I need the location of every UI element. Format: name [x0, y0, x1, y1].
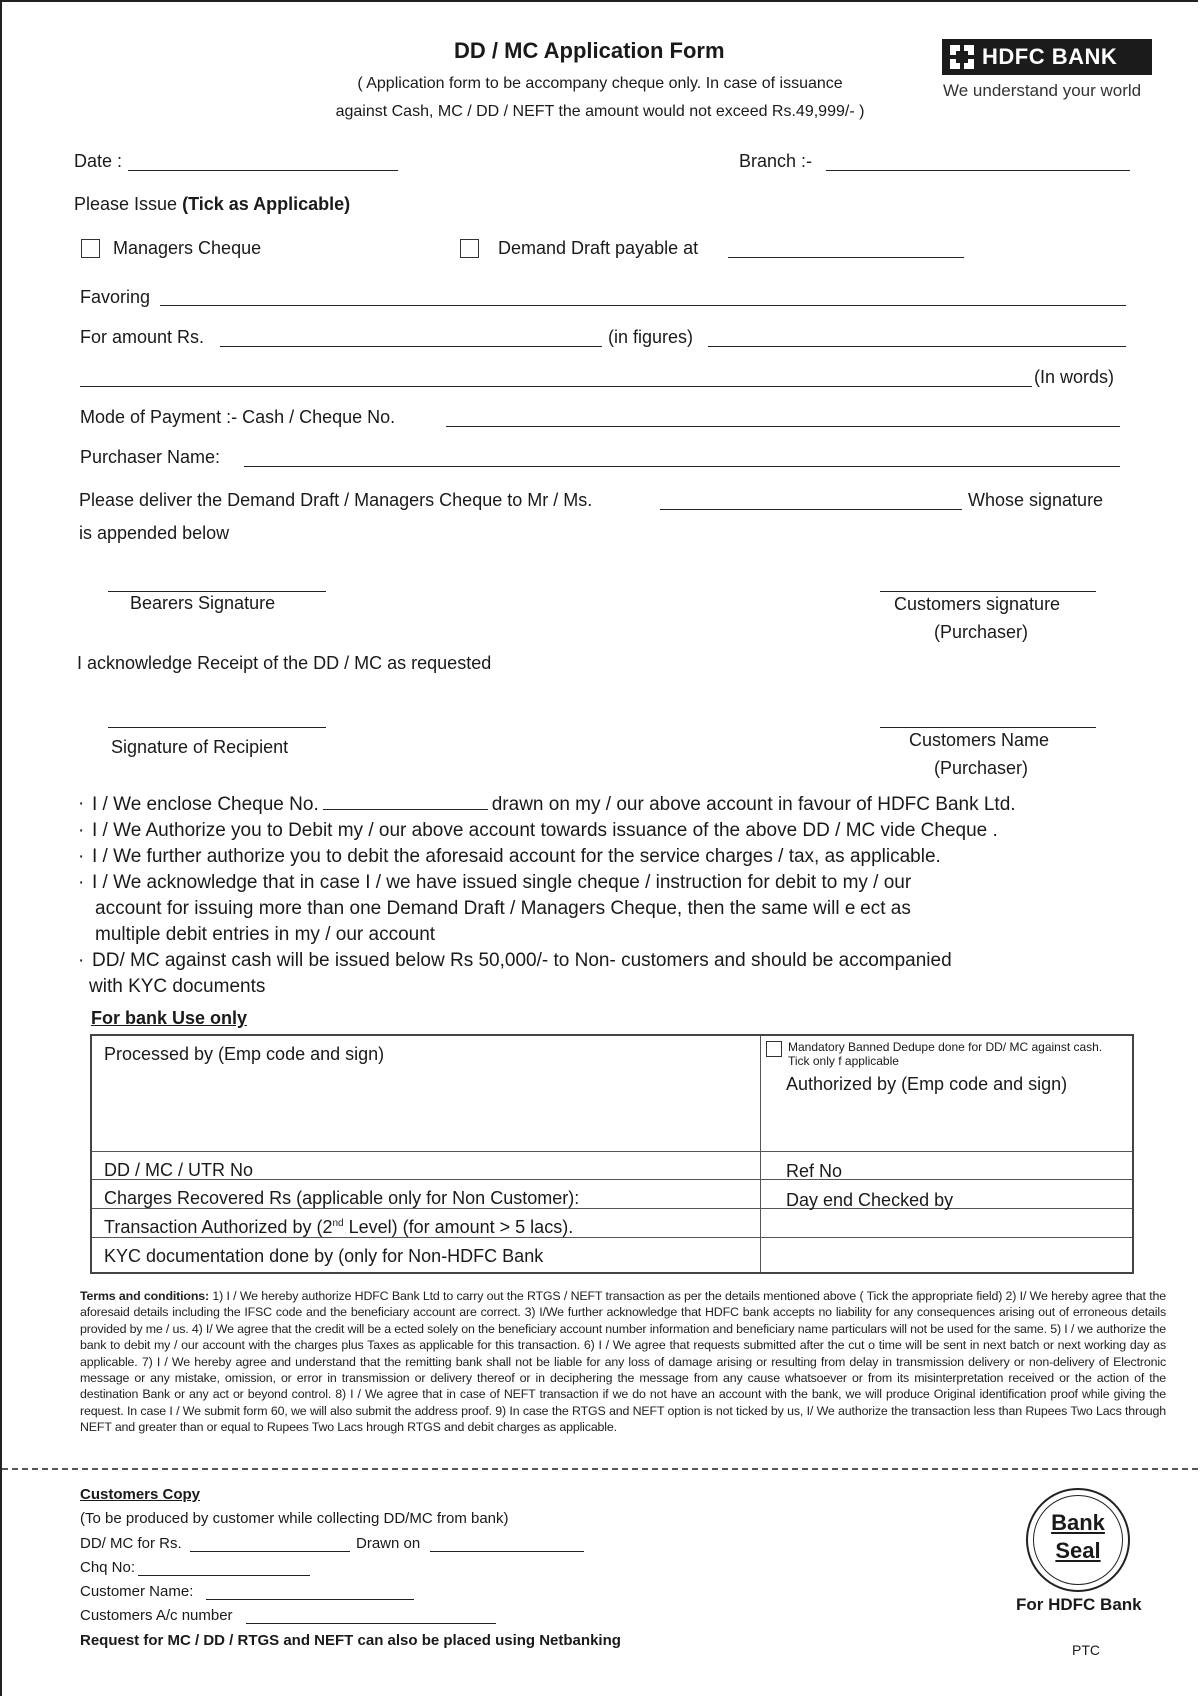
- customers-copy-heading: Customers Copy: [80, 1486, 201, 1503]
- customers-copy-note: (To be produced by customer while collecting DD/MC from bank): [80, 1510, 509, 1527]
- amount-figures-field[interactable]: [708, 346, 1126, 347]
- table-rule: [92, 1151, 1132, 1152]
- dd-mc-utr-cell[interactable]: DD / MC / UTR No: [104, 1160, 254, 1180]
- form-title: DD / MC Application Form: [454, 38, 725, 63]
- dd-mc-for-label: DD/ MC for Rs.: [80, 1535, 182, 1552]
- acknowledge-receipt: I acknowledge Receipt of the DD / MC as requested: [77, 653, 492, 673]
- whose-signature-label: Whose signature: [968, 490, 1104, 510]
- purchaser-name-field[interactable]: [244, 466, 1120, 467]
- seal-text-bank: Bank: [1051, 1510, 1105, 1535]
- chq-no-label: Chq No:: [80, 1559, 136, 1576]
- deliver-to-field[interactable]: [660, 509, 962, 510]
- declaration-4-line-1: · I / We acknowledge that in case I / we have issued single cheque / instruction for debit to my / our: [92, 872, 912, 893]
- declaration-item: · I / We further authorize you to debit the aforesaid account for the service charges / tax, as applicable.: [78, 844, 1098, 870]
- customer-name-field[interactable]: [206, 1599, 414, 1600]
- deliver-to-label: Please deliver the Demand Draft / Managers Cheque to Mr / Ms.: [79, 490, 593, 510]
- amount-field[interactable]: [220, 346, 602, 347]
- purchaser-note-2: (Purchaser): [934, 758, 1029, 778]
- declaration-5-line-2: with KYC documents: [89, 976, 266, 997]
- in-figures-label: (in figures): [608, 327, 694, 347]
- declarations: [78, 791, 1098, 1000]
- txn-authorized-cell[interactable]: [104, 1217, 573, 1238]
- please-issue: [74, 194, 350, 215]
- hdfc-logo: [942, 39, 1152, 75]
- customers-ac-label: Customers A/c number: [80, 1607, 233, 1624]
- declaration-item: · I / We Authorize you to Debit my / our above account towards issuance of the above DD / MC vide Cheque .: [78, 818, 1098, 844]
- payable-at-field[interactable]: [728, 257, 964, 258]
- customers-name-line[interactable]: [880, 727, 1096, 728]
- please-issue-text: Please Issue: [74, 194, 178, 214]
- ref-no-cell[interactable]: Ref No: [786, 1161, 843, 1181]
- txn-authorized-sup: nd: [332, 1218, 344, 1229]
- kyc-cell[interactable]: KYC documentation done by (only for Non-HDFC Bank: [104, 1246, 544, 1266]
- recipient-signature-line[interactable]: [108, 727, 326, 728]
- enclosed-cheque-no-field[interactable]: [323, 791, 488, 810]
- subtitle-line-2: against Cash, MC / DD / NEFT the amount would not exceed Rs.49,999/- ): [335, 103, 865, 120]
- bank-use-table: [90, 1034, 1134, 1274]
- in-words-label: (In words): [1034, 367, 1115, 387]
- managers-cheque-label: Managers Cheque: [113, 238, 262, 258]
- logo-text: HDFC BANK: [982, 44, 1118, 69]
- amount-label: For amount Rs.: [80, 327, 205, 347]
- branch-field[interactable]: [826, 170, 1130, 171]
- declaration-4-line-2: account for issuing more than one Demand Draft / Managers Cheque, then the same will e ect as: [95, 898, 911, 919]
- seal-text-seal: Seal: [1055, 1538, 1101, 1563]
- demand-draft-label: Demand Draft payable at: [498, 238, 699, 258]
- txn-authorized-post: Level) (for amount > 5 lacs).: [343, 1217, 574, 1237]
- tick-applicable: (Tick as Applicable): [182, 194, 351, 214]
- bearers-signature-line[interactable]: [108, 591, 326, 592]
- demand-draft-checkbox[interactable]: [460, 239, 479, 258]
- dedupe-note-line-1: Mandatory Banned Dedupe done for DD/ MC against cash.: [788, 1040, 1103, 1054]
- declaration-item: [78, 870, 1098, 948]
- cut-line: [2, 1468, 1198, 1470]
- favoring-field[interactable]: [160, 305, 1126, 306]
- form-subtitle: [280, 70, 920, 126]
- drawn-on-label: Drawn on: [356, 1535, 421, 1552]
- declaration-item: [78, 791, 1098, 818]
- subtitle-line-1: ( Application form to be accompany cheque only. In case of issuance: [357, 75, 843, 92]
- cheque-no-field[interactable]: [446, 426, 1120, 427]
- declaration-5-line-1: · DD/ MC against cash will be issued below Rs 50,000/- to Non- customers and should be accompanied: [92, 950, 952, 971]
- favoring-label: Favoring: [80, 287, 151, 307]
- mandatory-dedupe-note: [788, 1040, 1134, 1068]
- bearers-signature-label: Bearers Signature: [130, 593, 276, 613]
- hdfc-logo-icon: [950, 45, 974, 69]
- dd-mc-for-field[interactable]: [190, 1551, 350, 1552]
- netbanking-note: Request for MC / DD / RTGS and NEFT can also be placed using Netbanking: [80, 1632, 621, 1649]
- chq-no-field[interactable]: [138, 1575, 310, 1576]
- declaration-4-line-3: multiple debit entries in my / our account: [95, 924, 436, 945]
- processed-by-cell[interactable]: Processed by (Emp code and sign): [104, 1044, 385, 1064]
- charges-recovered-cell[interactable]: Charges Recovered Rs (applicable only for Non Customer):: [104, 1188, 580, 1208]
- managers-cheque-checkbox[interactable]: [81, 239, 100, 258]
- terms-label: Terms and conditions:: [80, 1289, 209, 1303]
- appended-below-label: is appended below: [79, 523, 230, 543]
- purchaser-note-1: (Purchaser): [934, 622, 1029, 642]
- customers-name-label: Customers Name: [909, 730, 1050, 750]
- declaration-item: [78, 948, 1098, 1000]
- bank-seal: [1026, 1488, 1130, 1592]
- branch-label: Branch :-: [739, 151, 813, 171]
- day-end-checked-cell[interactable]: Day end Checked by: [786, 1190, 954, 1210]
- declaration-1-pre: I / We enclose Cheque No.: [92, 794, 319, 815]
- customers-ac-field[interactable]: [246, 1623, 496, 1624]
- terms-text: 1) I / We hereby authorize HDFC Bank Ltd to carry out the RTGS / NEFT transaction as per the details mentioned above ( Tick the appropriate field) 2) I/ We hereby agree that the aforesaid details including the IFSC code and the beneficiary account are correct. 3) I/We further acknowledge that HDFC bank accepts no liability for any consequences arising out of erroneous details provided by me / us. 4) I/ We agree that the credit will be a ected solely on the beneficiary account number information and beneficiary name particulars will not be used for the same. 5) I / we authorize the bank to debit my / our account with the charges plus Taxes as applicable for this transaction. 6) I / We agree that requests submitted after the cut o time will be sent in next batch or next working day as applicable. 7) I / We hereby agree and understand that the remitting bank shall not be liable for any loss of damage arising or resulting from delay in transmission delivery or non-delivery of Electronic message or any mistake, omission, or error in transmission or delivery thereof or in deciphering the message from any cause whatsoever or from its misinterpretation received or the action of the destination Bank or any act or beyond control. 8) I / We agree that in case of NEFT transaction if we do not have an account with the bank, we will produce Original identification proof while giving the request. In case I / We submit form 60, we will also submit the address proof. 9) In case the RTGS and NEFT option is not ticked by us, I/ We authorize the transaction less than Rupees Two Lacs through NEFT and greater than or equal to Rupees Two Lacs hrough RTGS and debit charges as applicable.: [80, 1289, 1166, 1435]
- bank-use-heading: For bank Use only: [91, 1008, 248, 1028]
- txn-authorized-pre: Transaction Authorized by (2: [104, 1217, 333, 1237]
- recipient-signature-label: Signature of Recipient: [111, 737, 289, 757]
- declaration-1-post: drawn on my / our above account in favour of HDFC Bank Ltd.: [491, 794, 1016, 815]
- purchaser-name-label: Purchaser Name:: [80, 447, 221, 467]
- customers-signature-line[interactable]: [880, 591, 1096, 592]
- dedupe-note-line-2: Tick only f applicable: [788, 1054, 899, 1068]
- tagline: We understand your world: [943, 81, 1142, 100]
- for-hdfc-bank: For HDFC Bank: [1016, 1595, 1142, 1614]
- drawn-on-field[interactable]: [430, 1551, 584, 1552]
- ptc-label: PTC: [1072, 1642, 1100, 1658]
- date-field[interactable]: [128, 170, 398, 171]
- terms-and-conditions: [80, 1288, 1166, 1436]
- customers-signature-label: Customers signature: [894, 594, 1061, 614]
- mode-of-payment-label: Mode of Payment :- Cash / Cheque No.: [80, 407, 396, 427]
- banned-dedupe-checkbox[interactable]: [766, 1041, 782, 1057]
- date-label: Date :: [74, 151, 123, 171]
- amount-words-field[interactable]: [80, 386, 1032, 387]
- customer-name-label: Customer Name:: [80, 1583, 194, 1600]
- authorized-by-cell[interactable]: Authorized by (Emp code and sign): [786, 1074, 1068, 1094]
